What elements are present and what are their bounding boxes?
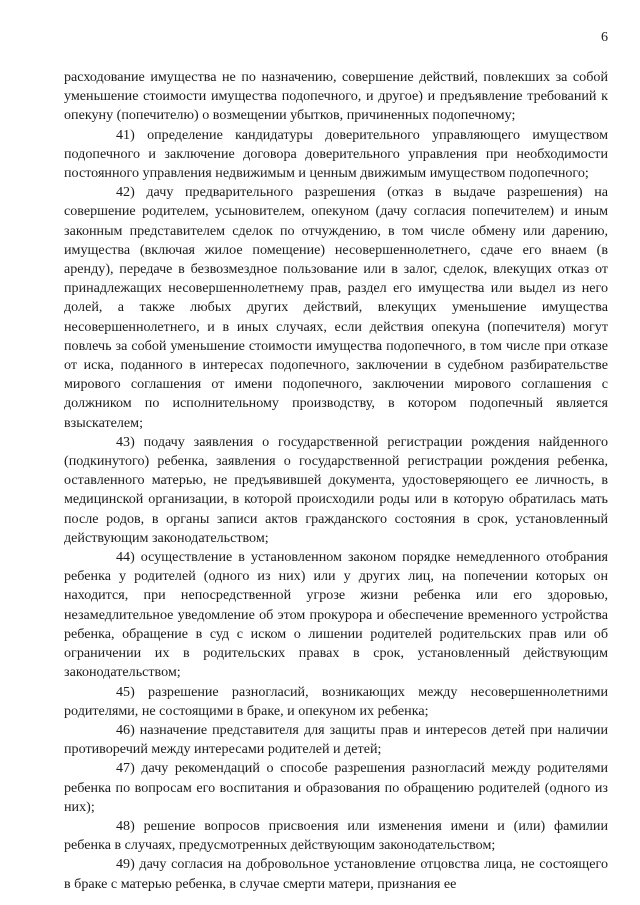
paragraph-continuation: расходование имущества не по назначению, совершение действий, повлекших за собой уменьшение стоимости имущества подопечного, и другое) и предъявление требований к опекуну (попечителю) о возмещении убытков, причиненных подопечному;: [64, 69, 608, 124]
paragraph-item-43: 43) подачу заявления о государственной регистрации рождения найденного (подкинутого) ребенка, заявления о государственной регистрации рождения ребенка, оставленного матерью, не предъявившей документа, удостоверяющего ее личность, в медицинской организации, в которой происходили роды или в которую обратилась мать после родов, в органы записи актов гражданского состояния в срок, установленный действующим законодательством;: [64, 433, 608, 546]
paragraph-item-42: 42) дачу предварительного разрешения (отказ в выдаче разрешения) на совершение родителем, усыновителем, опекуном (дачу согласия попечителем) и иным законным представителем сделок по отчуждению, в том числе обмену или дарению, имущества (включая жилое помещение) несовершеннолетнего, сдаче его внаем (в аренду), передаче в безвозмездное пользование или в залог, сделок, влекущих отказ от принадлежащих несовершеннолетнему прав, раздел его имущества или выдел из него долей, а также любых других действий, влекущих уменьшение имущества несовершеннолетнего, и в иных случаях, если действия опекуна (попечителя) могут повлечь за собой уменьшение стоимости имущества подопечного, в том числе при отказе от иска, поданного в интересах подопечного, заключении в судебном разбирательстве мирового соглашения от имени подопечного, заключении мирового соглашения с должником по исполнительному производству, в котором подопечный является взыскателем;: [64, 184, 608, 431]
document-body: [64, 68, 608, 894]
paragraph-item-47: 47) дачу рекомендаций о способе разрешения разногласий между родителями ребенка по вопросам его воспитания и образования по обращению родителей (одного из них);: [64, 760, 608, 815]
paragraph-item-45: 45) разрешение разногласий, возникающих между несовершеннолетними родителями, не состоящими в браке, и опекуном их ребенка;: [64, 683, 608, 719]
paragraph-item-48: 48) решение вопросов присвоения или изменения имени и (или) фамилии ребенка в случаях, предусмотренных действующим законодательством;: [64, 817, 608, 854]
page-number: 6: [601, 30, 608, 45]
paragraph-item-49: 49) дачу согласия на добровольное установление отцовства лица, не состоящего в браке с матерью ребенка, в случае смерти матери, признания ее: [64, 856, 608, 892]
paragraph-item-41: 41) определение кандидатуры доверительного управляющего имуществом подопечного и заключение договора доверительного управления при необходимости постоянного управления недвижимым и ценным движимым имуществом подопечного;: [64, 126, 608, 182]
paragraph-item-44: 44) осуществление в установленном законом порядке немедленного отобрания ребенка у родителей (одного из них) или у других лиц, на попечении которых он находится, при непосредственной угрозе жизни ребенка или его здоровью, незамедлительное уведомление об этом прокурора и обеспечение временного устройства ребенка, обращение в суд с иском о лишении родителей родительских прав или об ограничении их в родительских правах в срок, установленный действующим законодательством;: [64, 549, 608, 681]
paragraph-item-46: 46) назначение представителя для защиты прав и интересов детей при наличии противоречий между интересами родителей и детей;: [64, 721, 608, 758]
